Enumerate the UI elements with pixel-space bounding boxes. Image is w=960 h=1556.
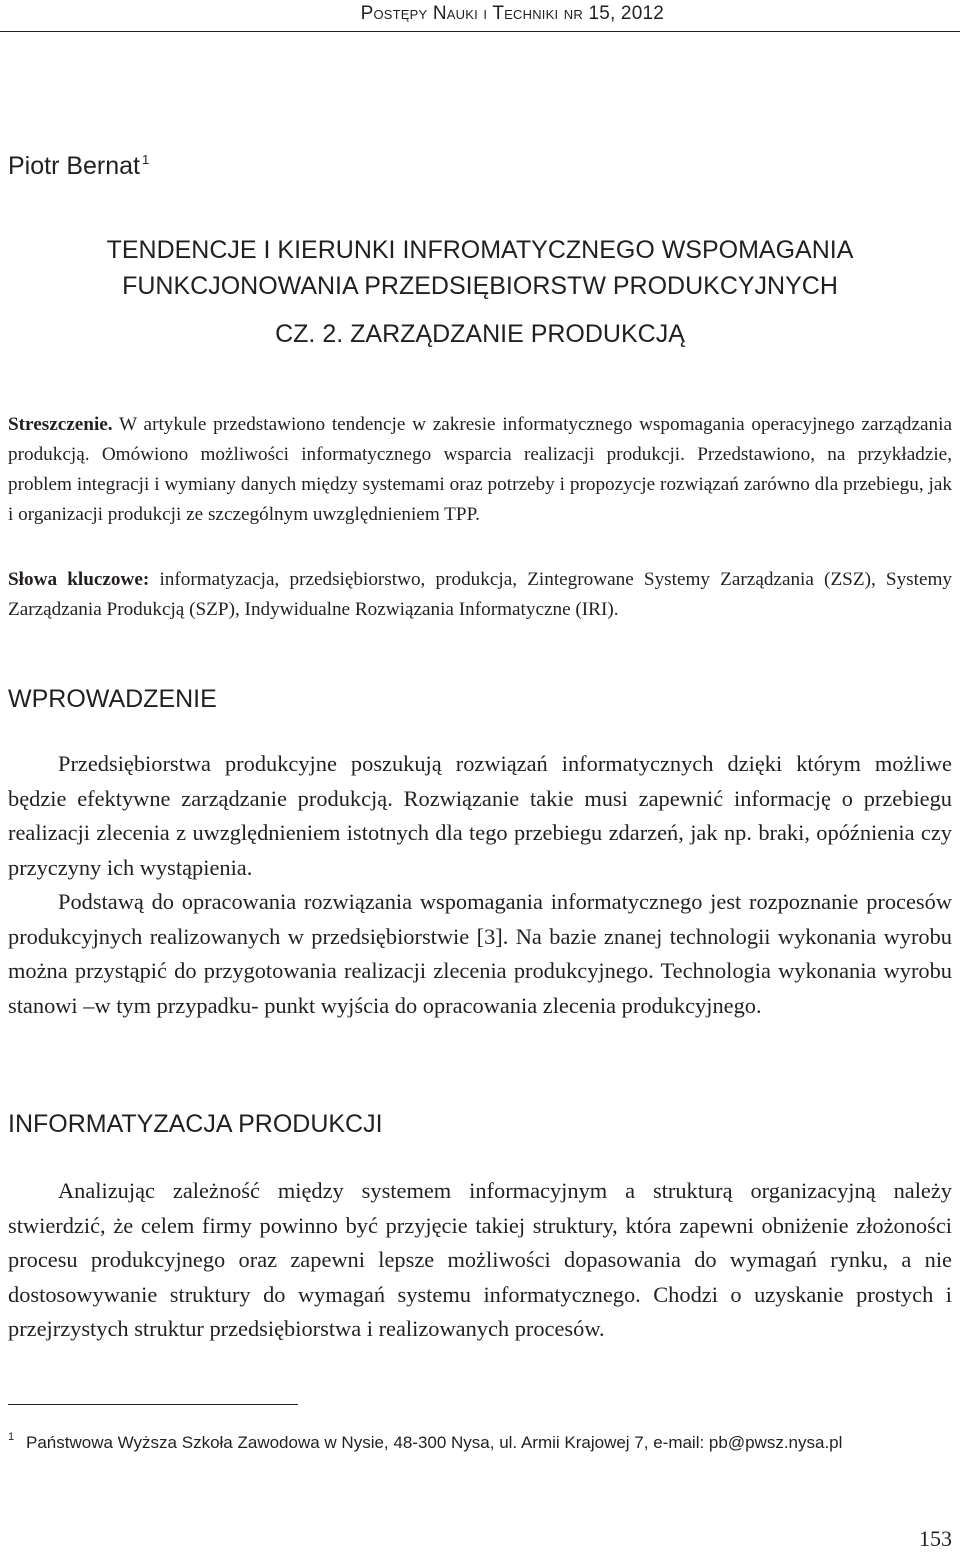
section-heading-production-informatization: INFORMATYZACJA PRODUKCJI xyxy=(8,1110,383,1138)
author-name: Piotr Bernat xyxy=(8,152,141,180)
section-body-introduction xyxy=(8,747,952,1023)
affiliation-mark: 1 xyxy=(142,152,150,167)
footnote-text: Państwowa Wyższa Szkoła Zawodowa w Nysie, 48-300 Nysa, ul. Armii Krajowej 7, e-mail: pb@pwsz.nysa.pl xyxy=(26,1433,843,1452)
keywords xyxy=(8,565,952,625)
abstract-label: Streszczenie. xyxy=(8,414,113,435)
page-number: 153 xyxy=(919,1526,952,1551)
footnote-mark: 1 xyxy=(8,1431,15,1443)
keywords-label: Słowa kluczowe: xyxy=(8,569,150,590)
paragraph: Analizując zależność między systemem informacyjnym a strukturą organizacyjną należy stwierdzić, że celem firmy powinno być przyjęcie takiej struktury, która zapewni obniżenie złożoności procesu produkcyjnego oraz zapewni lepsze możliwości dopasowania do wymagań rynku, a nie dostosowywanie struktury do wymagań systemu informatycznego. Chodzi o uzyskanie prostych i przejrzystych struktur przedsiębiorstwa i realizowanych procesów. xyxy=(8,1178,952,1341)
section-heading-introduction: WPROWADZENIE xyxy=(8,685,217,713)
paragraph: Przedsiębiorstwa produkcyjne poszukują rozwiązań informatycznych dzięki którym możliwe będzie efektywne zarządzanie produkcją. Rozwiązanie takie musi zapewnić informację o przebiegu realizacji zlecenia z uwzględnieniem istotnych dla tego przebiegu zdarzeń, jak np. braki, opóźnienia czy przyczyny ich wystąpienia. xyxy=(8,751,952,880)
paragraph: Podstawą do opracowania rozwiązania wspomagania informatycznego jest rozpoznanie procesów produkcyjnych realizowanych w przedsiębiorstwie [3]. Na bazie znanej technologii wykonania wyrobu można przystąpić do przygotowania realizacji zlecenia produkcyjnego. Technologia wykonania wyrobu stanowi –w tym przypadku- punkt wyjścia do opracowania zlecenia produkcyjnego. xyxy=(8,889,952,1018)
running-header: Postępy Nauki i Techniki nr 15, 2012 xyxy=(360,3,664,24)
abstract-text: W artykule przedstawiono tendencje w zakresie informatycznego wspomagania operacyjnego zarządzania produkcją. Omówiono możliwości informatycznego wsparcia realizacji produkcji. Przedstawiono, na przykładzie, problem integracji i wymiany danych między systemami oraz potrzeby i propozycje rozwiązań zarówno dla przebiegu, jak i organizacji produkcji ze szczególnym uwzględnieniem TPP. xyxy=(8,414,952,525)
section-body-production-informatization xyxy=(8,1174,952,1347)
keywords-text: informatyzacja, przedsiębiorstwo, produkcja, Zintegrowane Systemy Zarządzania (ZSZ), Systemy Zarządzania Produkcją (SZP), Indywidualne Rozwiązania Informatyczne (IRI). xyxy=(8,569,953,620)
header-rule xyxy=(0,31,960,32)
author-name-block xyxy=(8,145,149,181)
title-line-2: FUNKCJONOWANIA PRZEDSIĘBIORSTW PRODUKCYJNYCH xyxy=(122,272,838,300)
article-title xyxy=(0,232,960,304)
abstract xyxy=(8,410,952,530)
article-subtitle: CZ. 2. ZARZĄDZANIE PRODUKCJĄ xyxy=(275,320,685,348)
footnote xyxy=(8,1430,956,1456)
footnote-rule xyxy=(8,1404,298,1405)
title-line-1: TENDENCJE I KIERUNKI INFROMATYCZNEGO WSPOMAGANIA xyxy=(106,236,854,264)
